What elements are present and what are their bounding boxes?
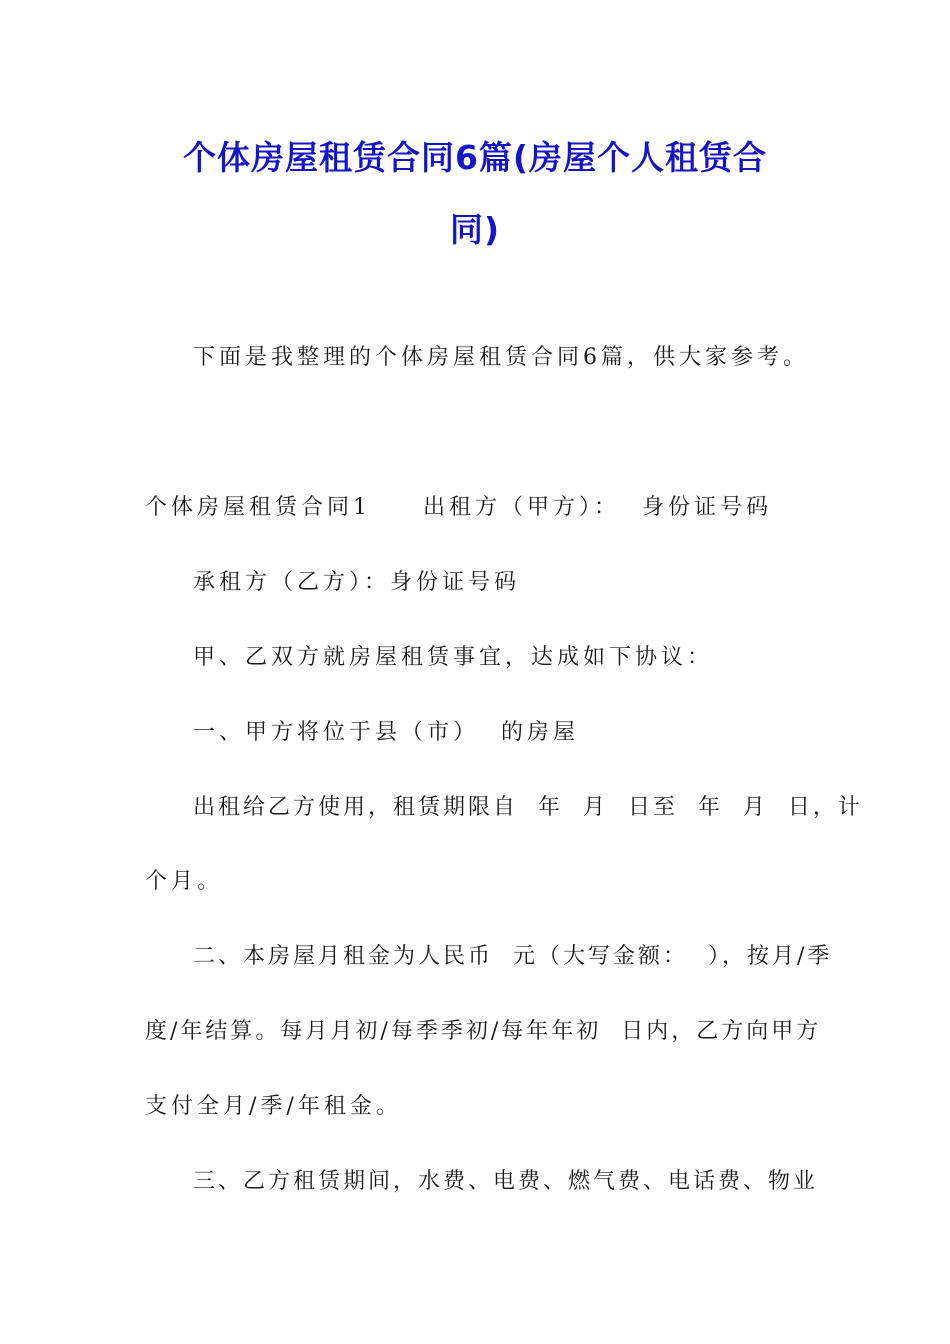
contract-1-heading: 个体房屋租赁合同1 出租方（甲方）： 身份证号码 [145,495,772,520]
document-title-line-1: 个体房屋租赁合同6篇(房屋个人租赁合 [182,138,768,177]
clause-1-line-3: 个月。 [145,869,224,894]
clause-1-line-1: 一、甲方将位于县（市） 的房屋 [193,720,579,745]
clause-3-line-1: 三、乙方租赁期间，水费、电费、燃气费、电话费、物业 [193,1169,819,1194]
intro-paragraph: 下面是我整理的个体房屋租赁合同6篇，供大家参考。 [193,345,809,370]
clause-2-line-1: 二、本房屋月租金为人民币 元（大写金额： ），按月/季 [193,944,833,969]
agreement-intro: 甲、乙双方就房屋租赁事宜，达成如下协议： [193,645,714,670]
clause-2-line-2: 度/年结算。每月月初/每季季初/每年年初 日内，乙方向甲方 [145,1019,822,1044]
lessee-line: 承租方（乙方）：身份证号码 [193,570,521,595]
clause-2-line-3: 支付全月/季/年租金。 [145,1094,402,1119]
clause-1-line-2: 出租给乙方使用，租赁期限自 年 月 日至 年 月 日，计 [193,795,863,820]
document-title-line-2: 同) [449,210,501,249]
